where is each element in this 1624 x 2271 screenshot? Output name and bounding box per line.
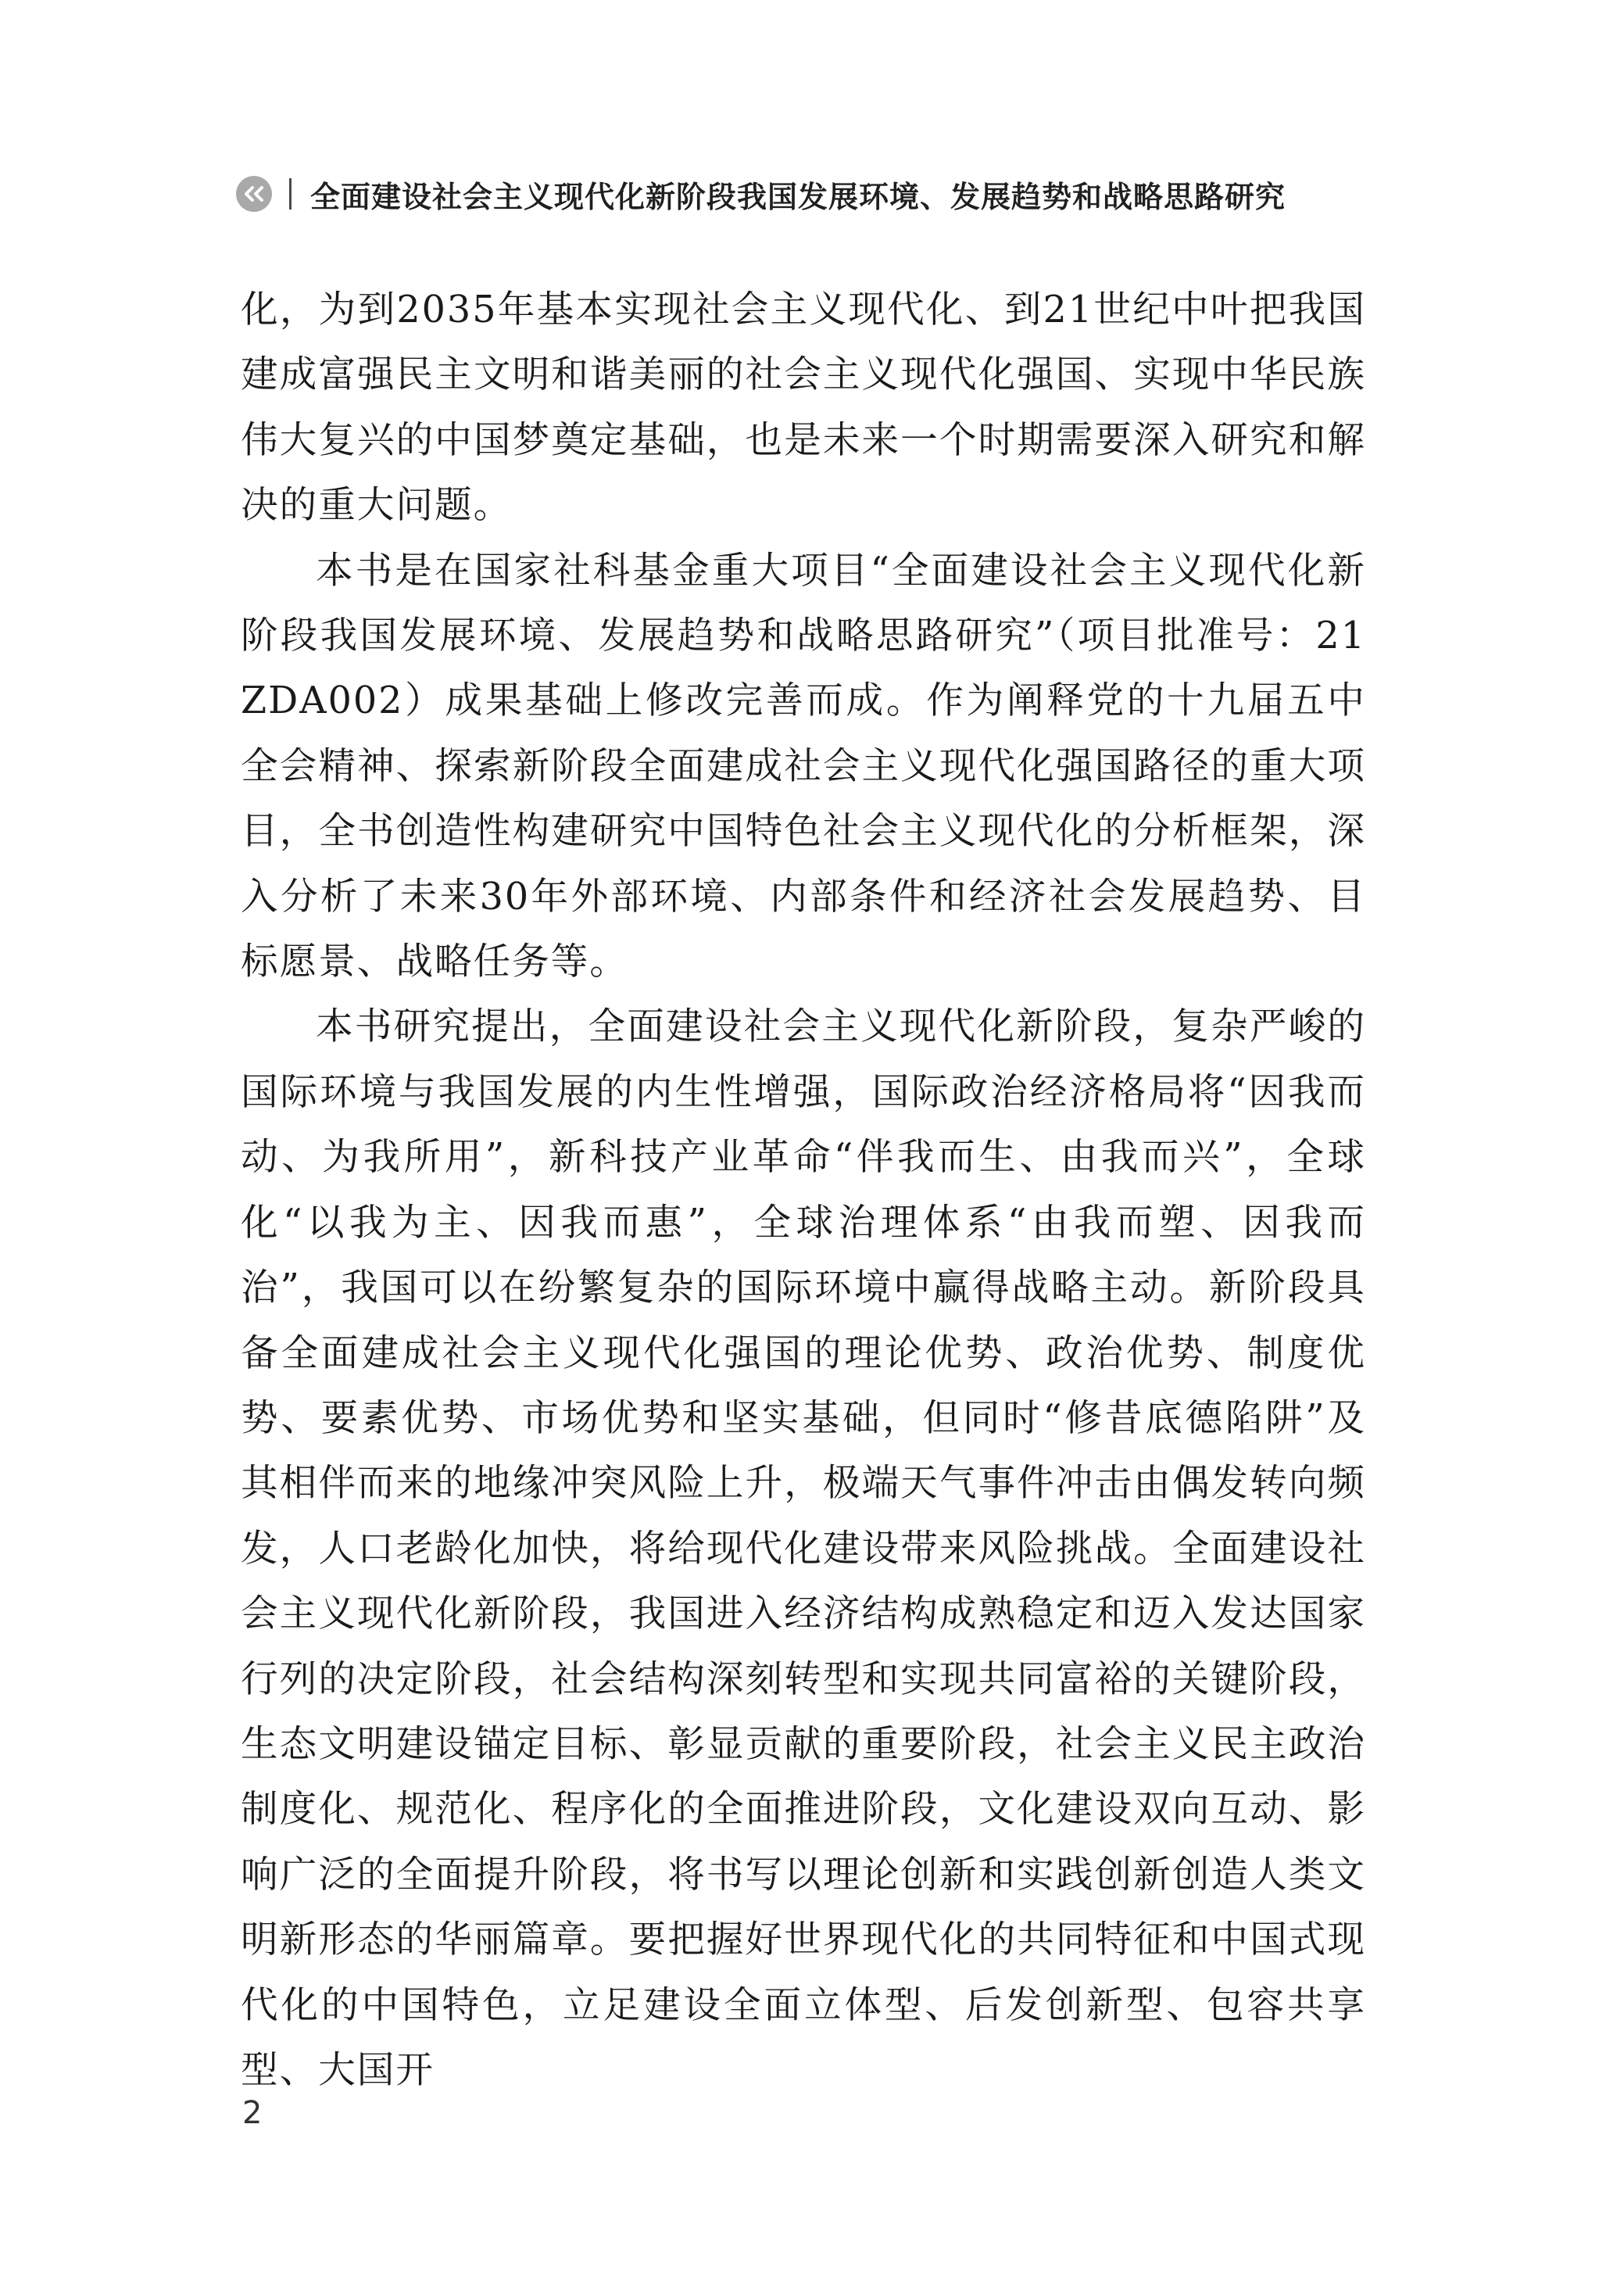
header-divider: [289, 178, 292, 210]
paragraph-continued: 化，为到2035年基本实现社会主义现代化、到21世纪中叶把我国建成富强民主文明和谐美丽的社会主义现代化强国、实现中华民族伟大复兴的中国梦奠定基础，也是未来一个时期需要深入研究和解决的重大问题。: [241, 288, 1366, 528]
body-text: [241, 278, 1366, 2103]
page-number: 2: [242, 2095, 263, 2131]
paragraph: 本书是在国家社科基金重大项目“全面建设社会主义现代化新阶段我国发展环境、发展趋势和战略思路研究”（项目批准号：21ZDA002）成果基础上修改完善而成。作为阐释党的十九届五中全会精神、探索新阶段全面建成社会主义现代化强国路径的重大项目，全书创造性构建研究中国特色社会主义现代化的分析框架，深入分析了未来30年外部环境、内部条件和经济社会发展趋势、目标愿景、战略任务等。: [241, 549, 1366, 984]
double-chevron-left-icon: [236, 176, 272, 212]
running-header: [236, 174, 1286, 214]
paragraph: 本书研究提出，全面建设社会主义现代化新阶段，复杂严峻的国际环境与我国发展的内生性增强，国际政治经济格局将“因我而动、为我所用”，新科技产业革命“伴我而生、由我而兴”，全球化“以我为主、因我而惠”，全球治理体系“由我而塑、因我而治”，我国可以在纷繁复杂的国际环境中赢得战略主动。新阶段具备全面建成社会主义现代化强国的理论优势、政治优势、制度优势、要素优势、市场优势和坚实基础，但同时“修昔底德陷阱”及其相伴而来的地缘冲突风险上升，极端天气事件冲击由偶发转向频发，人口老龄化加快，将给现代化建设带来风险挑战。全面建设社会主义现代化新阶段，我国进入经济结构成熟稳定和迈入发达国家行列的决定阶段，社会结构深刻转型和实现共同富裕的关键阶段，生态文明建设锚定目标、彰显贡献的重要阶段，社会主义民主政治制度化、规范化、程序化的全面推进阶段，文化建设双向互动、影响广泛的全面提升阶段，将书写以理论创新和实践创新创造人类文明新形态的华丽篇章。要把握好世界现代化的共同特征和中国式现代化的中国特色，立足建设全面立体型、后发创新型、包容共享型、大国开: [241, 1005, 1366, 2092]
running-header-title: 全面建设社会主义现代化新阶段我国发展环境、发展趋势和战略思路研究: [310, 179, 1286, 214]
